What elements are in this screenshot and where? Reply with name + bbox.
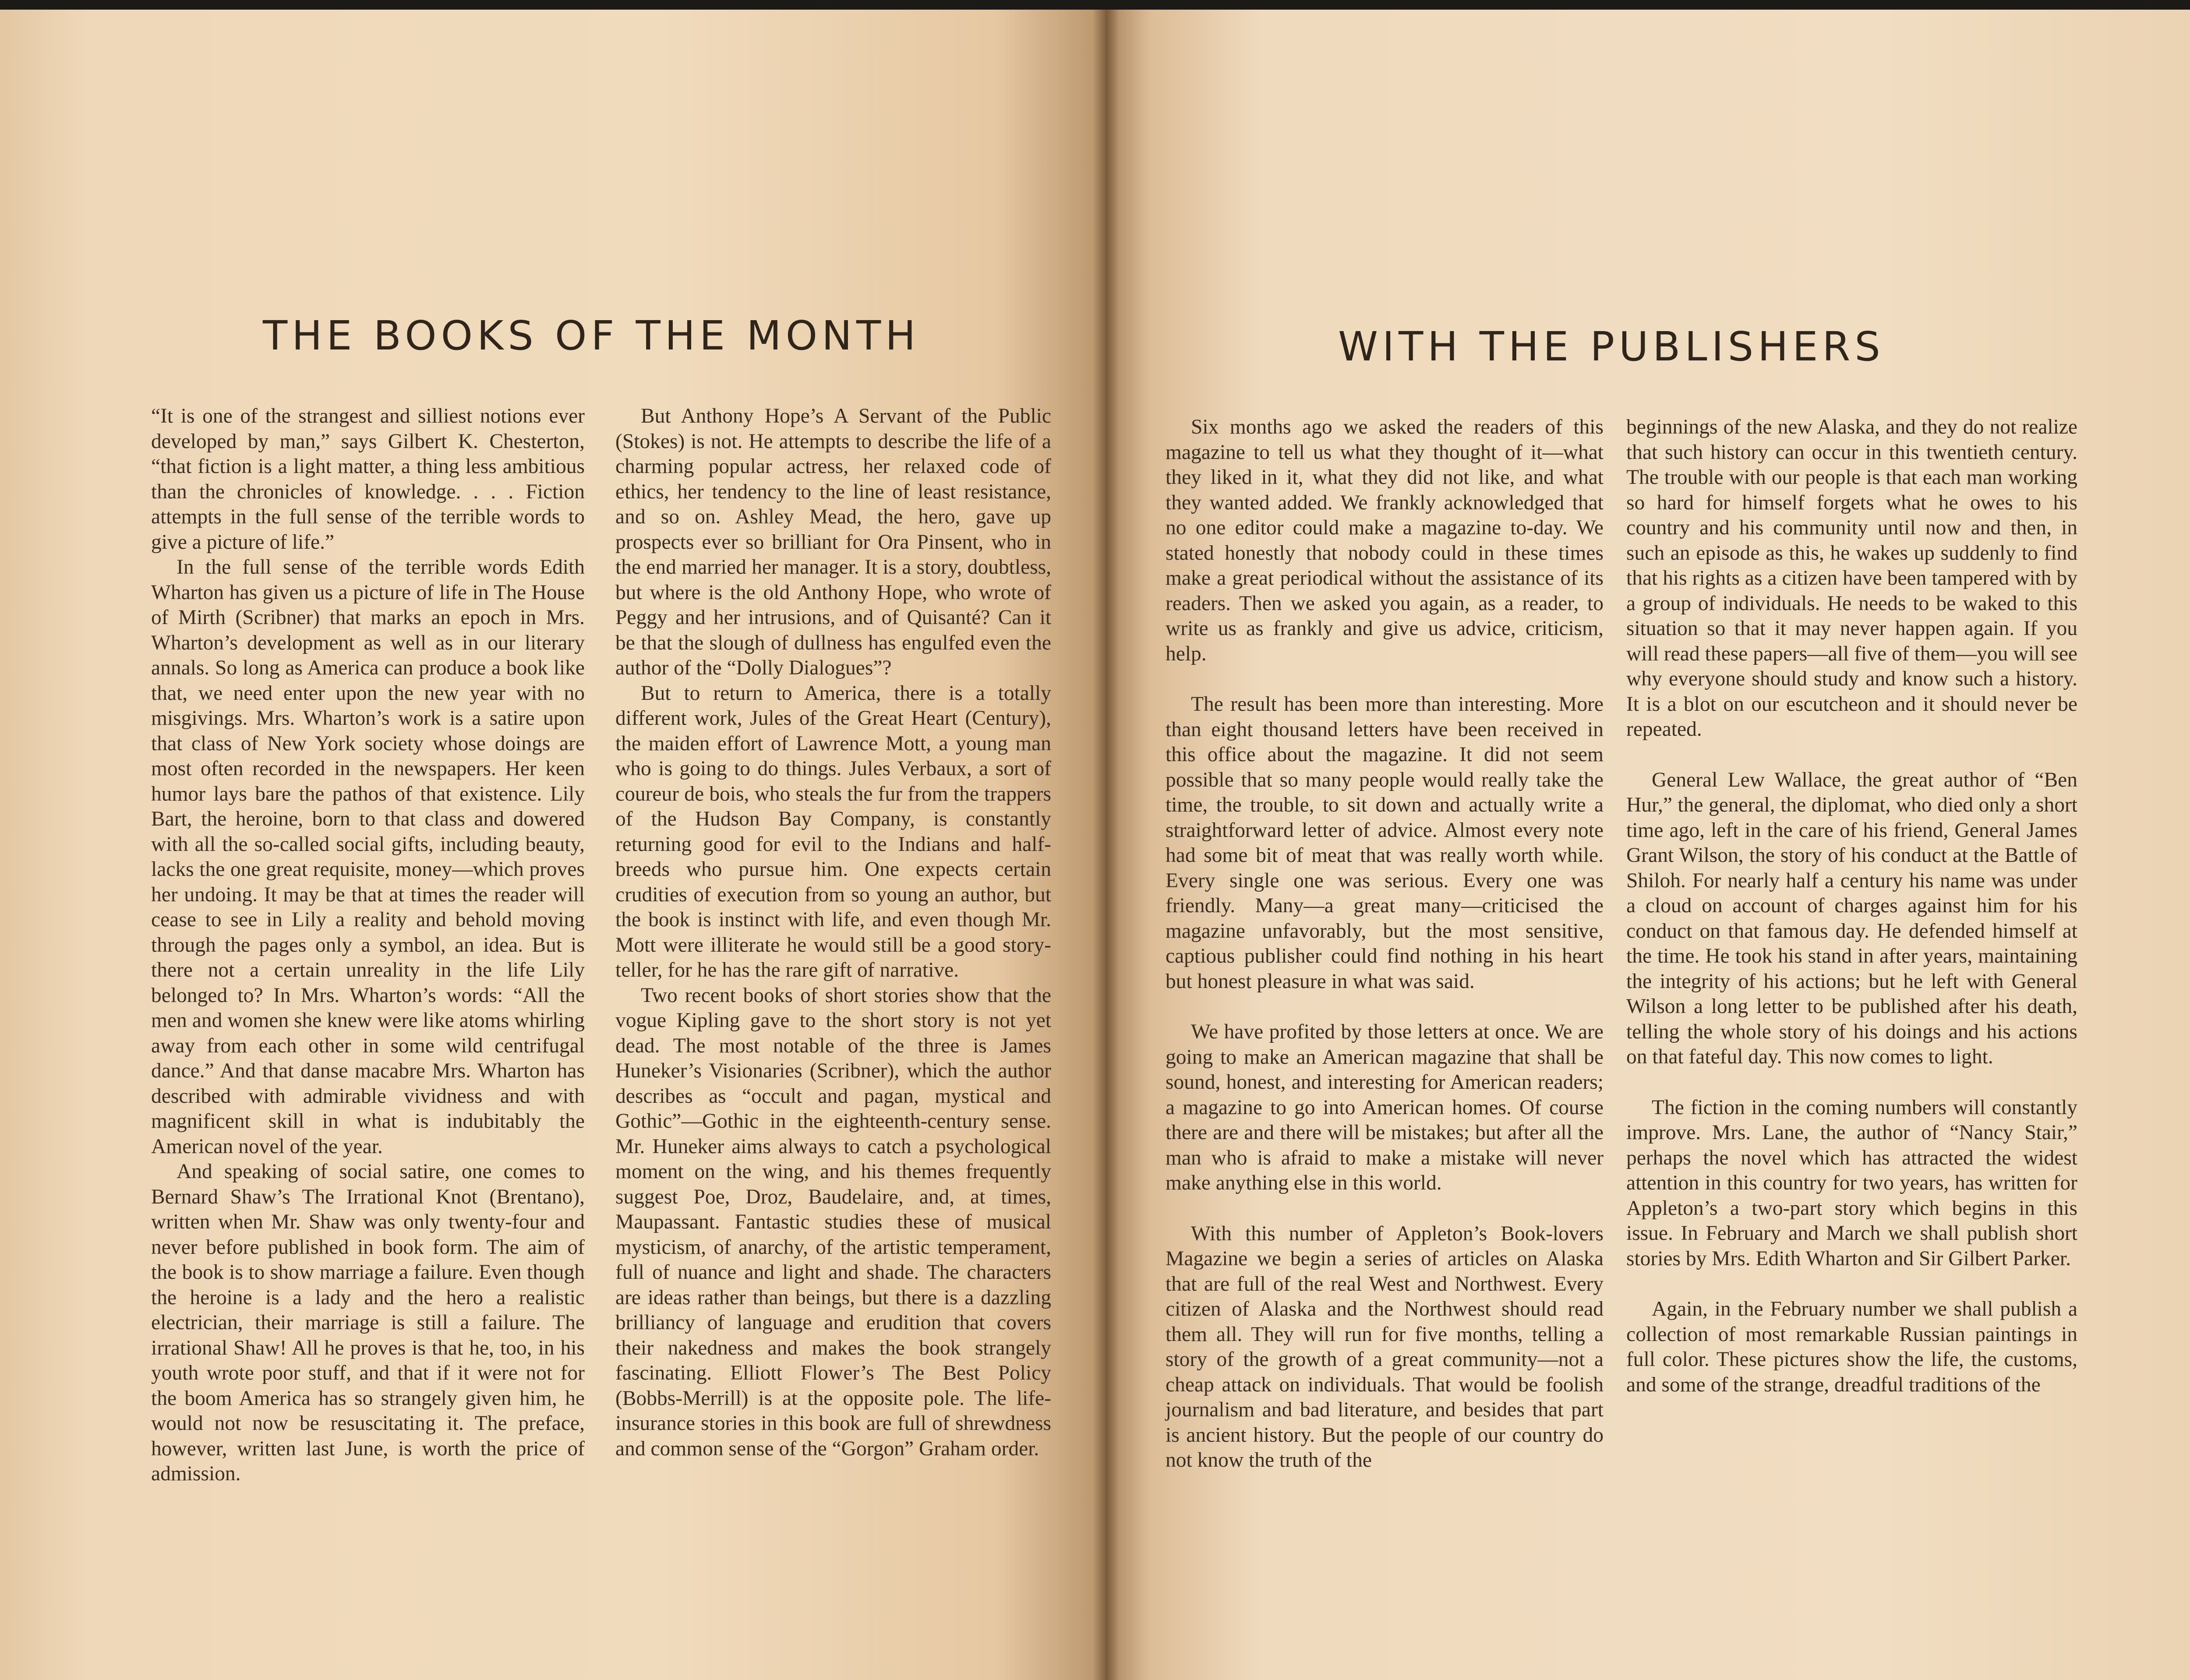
- page-title-with-the-publishers: WITH THE PUBLISHERS: [1338, 323, 1885, 370]
- paragraph: We have profited by those letters at once. We are going to make an American magazine that shall be sound, honest, and interesting for American readers; a magazine to go into American homes. Of course there are and there will be mistakes; but after all the man who is afraid to make a mistake will never make anything else in this world.: [1166, 1020, 1604, 1194]
- paragraph: Six months ago we asked the readers of this magazine to tell us what they thought of it—what they liked in it, what they did not like, and what they wanted added. We frankly acknowledged that no one editor could make a magazine to-day. We stated honestly that nobody could in these times make a great periodical without the assistance of its readers. Then we asked you again, as a reader, to write us as frankly and give us advice, criticism, help.: [1166, 416, 1604, 665]
- paragraph: With this number of Appleton’s Book-lovers Magazine we begin a series of articles on Alaska that are full of the real West and Northwest. Every citizen of Alaska and the Northwest should read them all. They will run for five months, telling a story of the growth of a great community—not a cheap attack on individuals. That would be foolish journalism and bad literature, and besides that part is ancient history. But the people of our country do not know the truth of the: [1166, 1222, 1604, 1472]
- page-title-books-of-the-month: THE BOOKS OF THE MONTH: [263, 312, 920, 359]
- right-column-2: [1626, 415, 2077, 1398]
- left-column-2: [615, 404, 1051, 1461]
- paragraph: The fiction in the coming numbers will constantly improve. Mrs. Lane, the author of “Nancy Stair,” perhaps the novel which has attracted the widest attention in this country for two years, has written for Appleton’s a two-part story which begins in this issue. In February and March we shall publish short stories by Mrs. Edith Wharton and Sir Gilbert Parker.: [1626, 1096, 2077, 1270]
- paragraph: The result has been more than interesting. More than eight thousand letters have been received in this office about the magazine. It did not seem possible that so many people would really take the time, the trouble, to sit down and actually write a straightforward letter of advice. Almost every note had some bit of meat that was really worth while. Every single one was serious. Every one was friendly. Many—a great many—criticised the magazine unfavorably, but the most sensitive, captious publisher could find nothing in his heart but honest pleasure in what was said.: [1166, 693, 1604, 993]
- left-column-1: [151, 404, 585, 1487]
- right-page: [1106, 10, 2190, 1680]
- right-column-1: [1166, 415, 1604, 1473]
- paragraph: In the full sense of the terrible words Edith Wharton has given us a picture of life in The House of Mirth (Scribner) that marks an epoch in Mrs. Wharton’s development as well as in our literary annals. So long as America can produce a book like that, we need enter upon the new year with no misgivings. Mrs. Wharton’s work is a satire upon that class of New York society whose doings are most often recorded in the newspapers. Her keen humor lays bare the pathos of that existence. Lily Bart, the heroine, born to that class and dowered with all the so-called social gifts, including beauty, lacks the one great requisite, money—which proves her undoing. It may be that at times the reader will cease to see in Lily a reality and behold moving through the pages only a symbol, an idea. But is there not a certain unreality in the life Lily belonged to? In Mrs. Wharton’s words: “All the men and women she knew were like atoms whirling away from each other in some wild centrifugal dance.” And that danse macabre Mrs. Wharton has described with admirable vividness and with magnificent skill in what is indubitably the American novel of the year.: [151, 556, 585, 1158]
- paragraph: But Anthony Hope’s A Servant of the Public (Stokes) is not. He attempts to describe the life of a charming popular actress, her relaxed code of ethics, her tendency to the line of least resistance, and so on. Ashley Mead, the hero, gave up prospects ever so brilliant for Ora Pinsent, who in the end married her manager. It is a story, doubtless, but where is the old Anthony Hope, who wrote of Peggy and her intrusions, and of Quisanté? Can it be that the slough of dullness has engulfed even the author of the “Dolly Dialogues”?: [615, 405, 1051, 679]
- paragraph: Again, in the February number we shall publish a collection of most remarkable Russian paintings in full color. These pictures show the life, the customs, and some of the strange, dreadful traditions of the: [1626, 1298, 2077, 1396]
- paragraph: And speaking of social satire, one comes to Bernard Shaw’s The Irrational Knot (Brentano), written when Mr. Shaw was only twenty-four and never before published in book form. The aim of the book is to show marriage a failure. Even though the heroine is a lady and the hero a realistic electrician, their marriage is still a failure. The irrational Shaw! All he proves is that he, too, in his youth wrote poor stuff, and that if it were not for the boom America has so strangely given him, he would not now be resuscitating it. The preface, however, written last June, is worth the price of admission.: [151, 1160, 585, 1485]
- book-gutter: [1093, 10, 1119, 1680]
- left-page: [0, 10, 1106, 1680]
- paragraph: General Lew Wallace, the great author of “Ben Hur,” the general, the diplomat, who died only a short time ago, left in the care of his friend, General James Grant Wilson, the story of his conduct at the Battle of Shiloh. For nearly half a century his name was under a cloud on account of charges against him for his conduct on that famous day. He defended himself at the time. He took his stand in after years, maintaining the integrity of his actions; but he left with General Wilson a long letter to be published after his death, telling the whole story of his doings and his actions on that fateful day. This now comes to light.: [1626, 768, 2077, 1068]
- paragraph: But to return to America, there is a totally different work, Jules of the Great Heart (Century), the maiden effort of Lawrence Mott, a young man who is going to do things. Jules Verbaux, a sort of coureur de bois, who steals the fur from the trappers of the Hudson Bay Company, is constantly returning good for evil to the Indians and half-breeds who pursue him. One expects certain crudities of execution from so young an author, but the book is instinct with life, and even though Mr. Mott were illiterate he would still be a good story-teller, for he has the rare gift of narrative.: [615, 681, 1051, 981]
- paragraph: Two recent books of short stories show that the vogue Kipling gave to the short story is not yet dead. The most notable of the three is James Huneker’s Visionaries (Scribner), which the author describes as “occult and pagan, mystical and Gothic”—Gothic in the eighteenth-century sense. Mr. Huneker aims always to catch a psychological moment on the wing, and his themes frequently suggest Poe, Droz, Baudelaire, and, at times, Maupassant. Fantastic studies these of musical mysticism, of anarchy, of the artistic temperament, full of nuance and light and shade. The characters are ideas rather than beings, but there is a dazzling brilliancy of language and erudition that covers their nakedness and makes the book strangely fascinating. Elliott Flower’s The Best Policy (Bobbs-Merrill) is at the opposite pole. The life-insurance stories in this book are full of shrewdness and common sense of the “Gorgon” Graham order.: [615, 984, 1051, 1460]
- paragraph: beginnings of the new Alaska, and they do not realize that such history can occur in this twentieth century. The trouble with our people is that each man working so hard for himself forgets what he owes to his country and his community until now and then, in such an episode as this, he wakes up suddenly to find that his rights as a citizen have been tampered with by a group of individuals. He needs to be waked to this situation so that it may never happen again. If you will read these papers—all five of them—you will see why everyone should study and know such a history. It is a blot on our escutcheon and it should never be repeated.: [1626, 416, 2077, 741]
- paragraph: “It is one of the strangest and silliest notions ever developed by man,” says Gilbert K. Chesterton, “that fiction is a light matter, a thing less ambitious than the chronicles of knowledge. . . . Fiction attempts in the full sense of the terrible words to give a picture of life.”: [151, 405, 585, 554]
